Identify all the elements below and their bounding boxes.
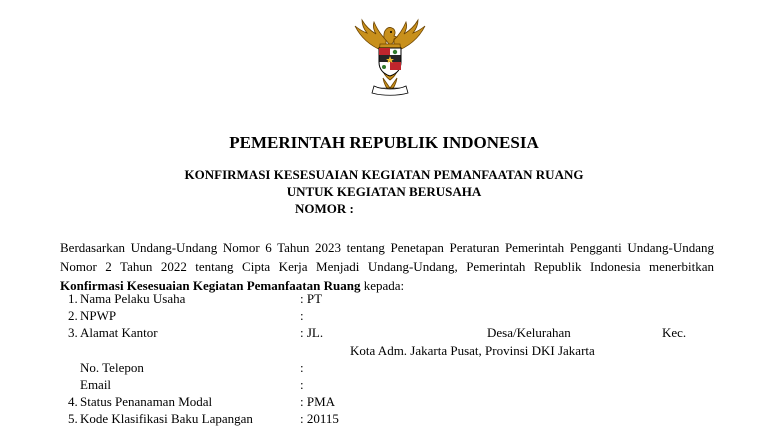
field-alamat-kecamatan: Kec. (662, 325, 687, 340)
intro-bold-text: Konfirmasi Kesesuaian Kegiatan Pemanfaatan Ruang (60, 278, 361, 293)
field-label-status-penanaman-modal: Status Penanaman Modal (80, 394, 213, 409)
field-label-kbli: Kode Klasifikasi Baku Lapangan (80, 411, 253, 426)
field-value-npwp: : (300, 308, 304, 323)
field-number-1: 1. (68, 291, 78, 306)
field-label-no-telepon: No. Telepon (80, 360, 144, 375)
page-title: PEMERINTAH REPUBLIK INDONESIA (229, 133, 539, 152)
intro-end-text: kepada: (363, 278, 405, 293)
field-label-email: Email (80, 377, 112, 392)
field-value-status-penanaman-modal: : PMA (300, 394, 336, 409)
field-number-3: 3. (68, 325, 78, 340)
field-alamat-kota: Kota Adm. Jakarta Pusat, Provinsi DKI Jakarta (350, 343, 595, 358)
field-number-5: 5. (68, 411, 78, 426)
garuda-pancasila-emblem (350, 18, 430, 100)
document-subtitle-line-2: UNTUK KEGIATAN BERUSAHA (286, 184, 482, 199)
field-label-nama-pelaku-usaha: Nama Pelaku Usaha (80, 291, 186, 306)
field-value-nama-pelaku-usaha: : PT (300, 291, 323, 306)
document-subtitle-line-1: KONFIRMASI KESESUAIAN KEGIATAN PEMANFAATAN RUANG (184, 167, 584, 182)
intro-paragraph (60, 238, 714, 295)
field-value-no-telepon: : (300, 360, 304, 375)
intro-text: Berdasarkan Undang-Undang Nomor 6 Tahun 2023 tentang Penetapan Peraturan Pemerintah Pengganti Undang-Undang Nomor 2 Tahun 2022 tentang Cipta Kerja Menjadi Undang-Undang, Pemerintah Republik Indonesia menerbitkan (60, 240, 714, 274)
field-label-npwp: NPWP (80, 308, 117, 323)
field-value-email: : (300, 377, 304, 392)
document-number-label: NOMOR : (295, 201, 354, 216)
field-alamat-kelurahan: Desa/Kelurahan (487, 325, 571, 340)
field-number-2: 2. (68, 308, 78, 323)
field-value-kbli: : 20115 (300, 411, 339, 426)
field-value-alamat-kantor: : JL. (300, 325, 324, 340)
field-number-4: 4. (68, 394, 78, 409)
field-label-alamat-kantor: Alamat Kantor (80, 325, 158, 340)
